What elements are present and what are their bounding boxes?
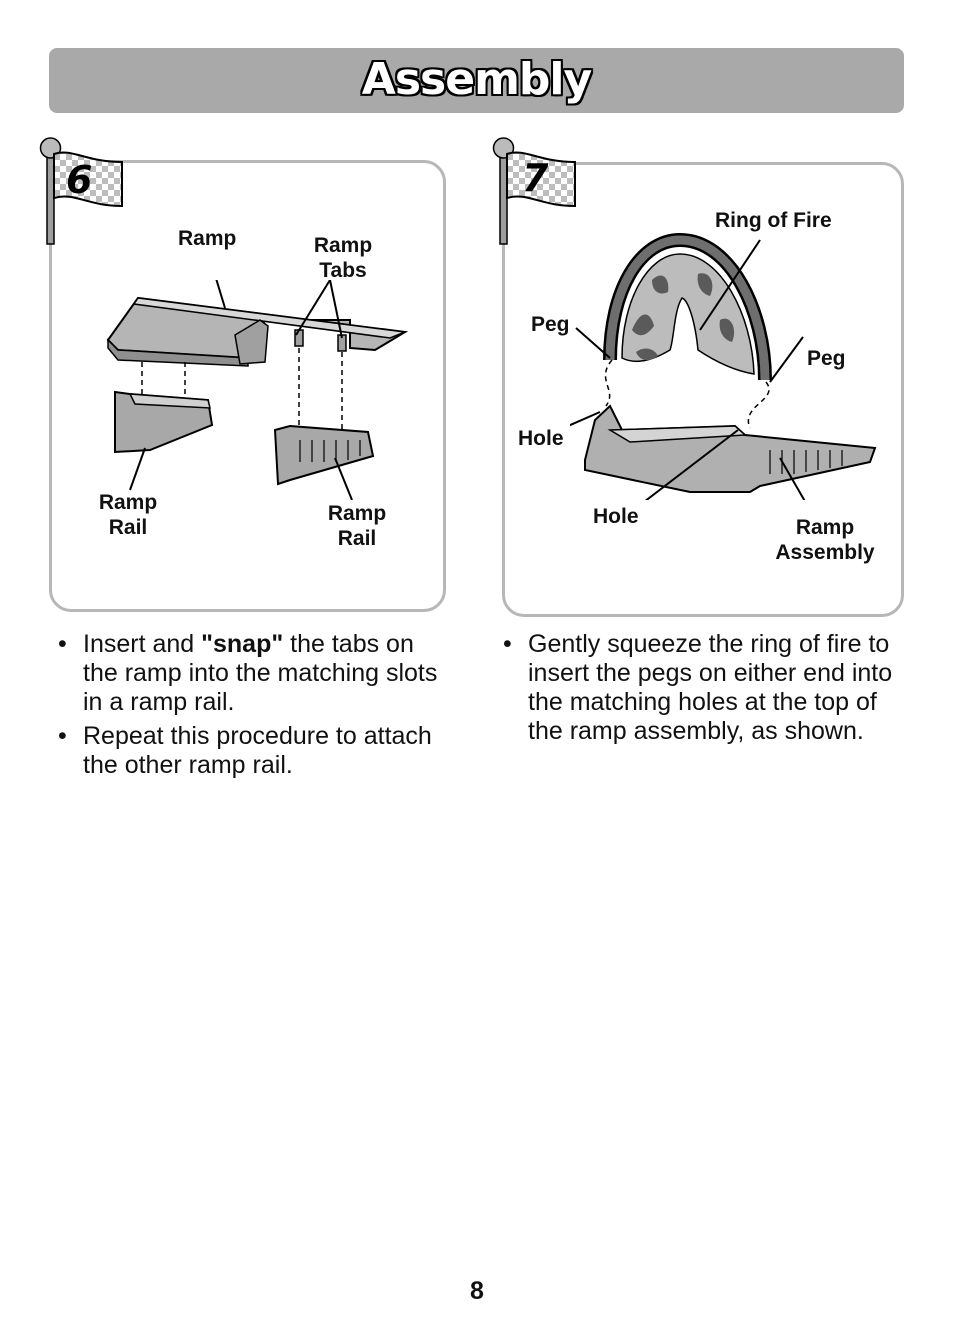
ramp-rail-right-label-line1: Ramp (327, 502, 387, 525)
ramp-tabs-label-line1: Ramp (313, 234, 373, 257)
ramp-assembly-label (768, 515, 882, 565)
ramp-rail-diagram (90, 280, 420, 500)
ramp-label: Ramp (178, 227, 237, 250)
peg-left-label: Peg (531, 313, 570, 336)
ramp-tabs-label (310, 233, 376, 283)
page-title: Assembly (361, 54, 592, 105)
ramp-assembly-label-line1: Ramp (795, 516, 855, 539)
step-7-instructions (499, 630, 899, 751)
step-number: 7 (522, 156, 549, 200)
instruction-emphasis: "snap" (201, 630, 284, 658)
instruction-item (499, 630, 899, 746)
step-number: 6 (66, 158, 93, 202)
ramp-rail-left-label-line2: Rail (108, 516, 148, 539)
instruction-text: Gently squeeze the ring of fire to insert the pegs on either end into the matching holes at the top of the ramp assembly, as shown. (528, 630, 893, 745)
step-6-instructions (54, 630, 454, 785)
instruction-text: Repeat this procedure to attach the other ramp rail. (83, 722, 432, 779)
page-number: 8 (470, 1277, 484, 1305)
hole-left-label: Hole (518, 427, 564, 450)
instruction-text: Insert and (83, 630, 202, 658)
ramp-tabs-label-line2: Tabs (319, 259, 367, 282)
ramp-rail-right-label (324, 501, 390, 551)
ramp-assembly-label-line2: Assembly (775, 541, 875, 564)
instruction-text: the tabs on the ramp into the matching slots in a ramp rail. (83, 630, 438, 716)
instruction-item (54, 630, 454, 717)
instruction-item (54, 722, 454, 780)
ring-of-fire-label: Ring of Fire (715, 209, 832, 232)
ramp-rail-left-label-line1: Ramp (98, 491, 158, 514)
peg-right-label: Peg (807, 347, 846, 370)
hole-bottom-label: Hole (593, 505, 639, 528)
ramp-rail-left-label (95, 490, 161, 540)
ramp-rail-right-label-line2: Rail (337, 527, 377, 550)
header-bar (49, 48, 904, 113)
